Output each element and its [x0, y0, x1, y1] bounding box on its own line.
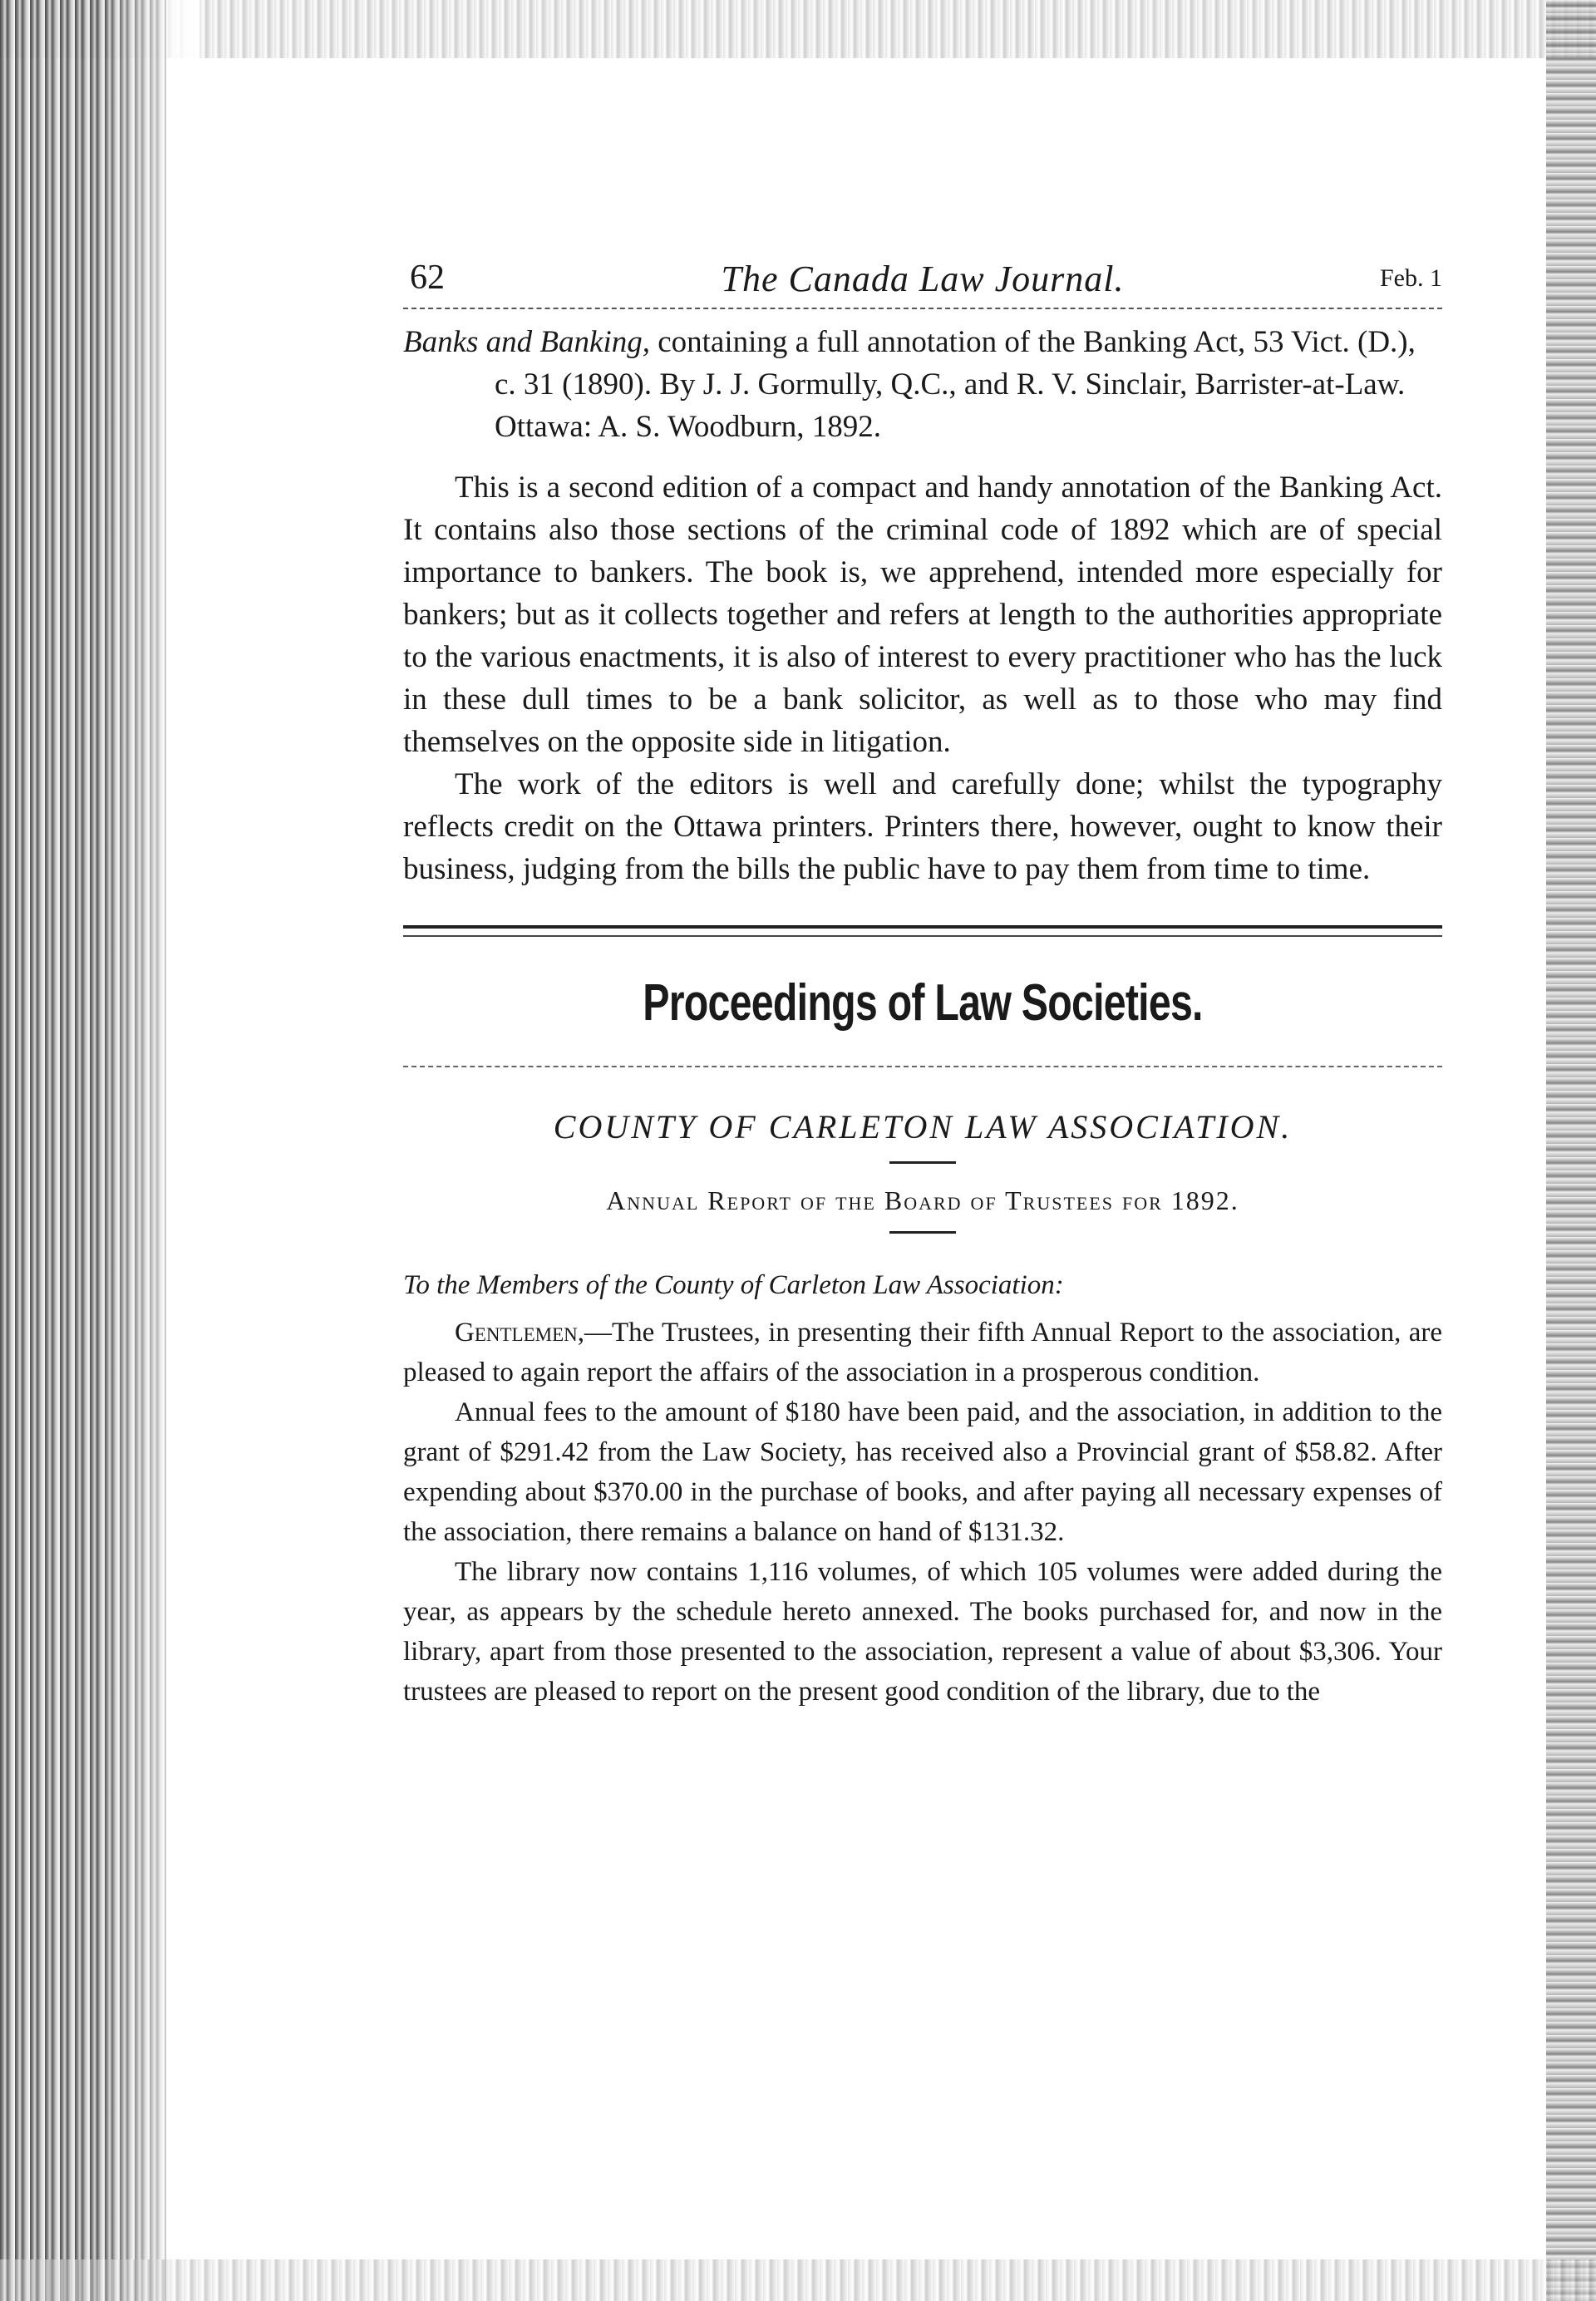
- book-review: [403, 321, 1442, 890]
- report-paragraph: The library now contains 1,116 volumes, of which 105 volumes were added during the year, as appears by the schedule hereto annexed. The books purchased for, and now in the library, apart from those presented to the association, represent a value of about $3,306. Your trustees are pleased to report on the present good condition of the library, due to the: [403, 1557, 1442, 1707]
- issue-date: Feb. 1: [1380, 264, 1442, 292]
- section-divider: [403, 925, 1442, 937]
- report-paragraph-text: —The Trustees, in presenting their fifth Annual Report to the association, are pleased to again report the affairs of the association in a prosperous condition.: [403, 1318, 1442, 1387]
- book-title: Banks and Banking,: [403, 325, 650, 359]
- book-citation: [403, 321, 1442, 448]
- annual-report: [403, 1313, 1442, 1712]
- short-rule: [889, 1161, 956, 1164]
- report-paragraph: [403, 1313, 1442, 1392]
- review-paragraph: This is a second edition of a compact and handy annotation of the Banking Act. It contains also those sections of the criminal code of 1892 which are of special importance to bankers. The book is, we apprehend, intended more especially for bankers; but as it collects together and refers at length to the authorities appropriate to the various enactments, it is also of interest to every practitioner who has the luck in these dull times to be a bank solicitor, as well as to those who may find themselves on the opposite side in litigation.: [403, 471, 1442, 759]
- scan-edge-right: [1546, 0, 1596, 2301]
- page-number: 62: [410, 259, 445, 297]
- running-head: [403, 258, 1442, 309]
- citation-details: containing a full annotation of the Banking Act, 53 Vict. (D.), c. 31 (1890). By J. J. Gormully, Q.C., and R. V. Sinclair, Barrister-at-Law. Ottawa: A. S. Woodburn, 1892.: [495, 325, 1416, 444]
- journal-title: The Canada Law Journal.: [721, 259, 1125, 299]
- salutation-word: Gentlemen,: [455, 1318, 584, 1348]
- scan-edge-left-fade: [100, 0, 200, 2301]
- report-paragraph: Annual fees to the amount of $180 have been paid, and the association, in addition to the grant of $291.42 from the Law Society, has received also a Provincial grant of $58.82. After expending about $370.00 in the purchase of books, and after paying all necessary expenses of the association, there remains a balance on hand of $131.32.: [403, 1397, 1442, 1547]
- short-rule: [889, 1231, 956, 1234]
- review-paragraph: The work of the editors is well and carefully done; whilst the typography reflects credit on the Ottawa printers. Printers there, however, ought to know their business, judging from the bills the public have to pay them from time to time.: [403, 767, 1442, 886]
- report-title: Annual Report of the Board of Trustees for 1892.: [606, 1185, 1239, 1215]
- dashed-divider: [403, 1066, 1442, 1067]
- scan-edge-bottom: [0, 2259, 1596, 2301]
- salutation: To the Members of the County of Carleton Law Association:: [403, 1270, 1064, 1300]
- association-name: COUNTY OF CARLETON LAW ASSOCIATION.: [553, 1108, 1293, 1146]
- section-title: Proceedings of Law Societies.: [643, 974, 1203, 1032]
- journal-page: [403, 258, 1442, 1712]
- scan-edge-top: [0, 0, 1596, 58]
